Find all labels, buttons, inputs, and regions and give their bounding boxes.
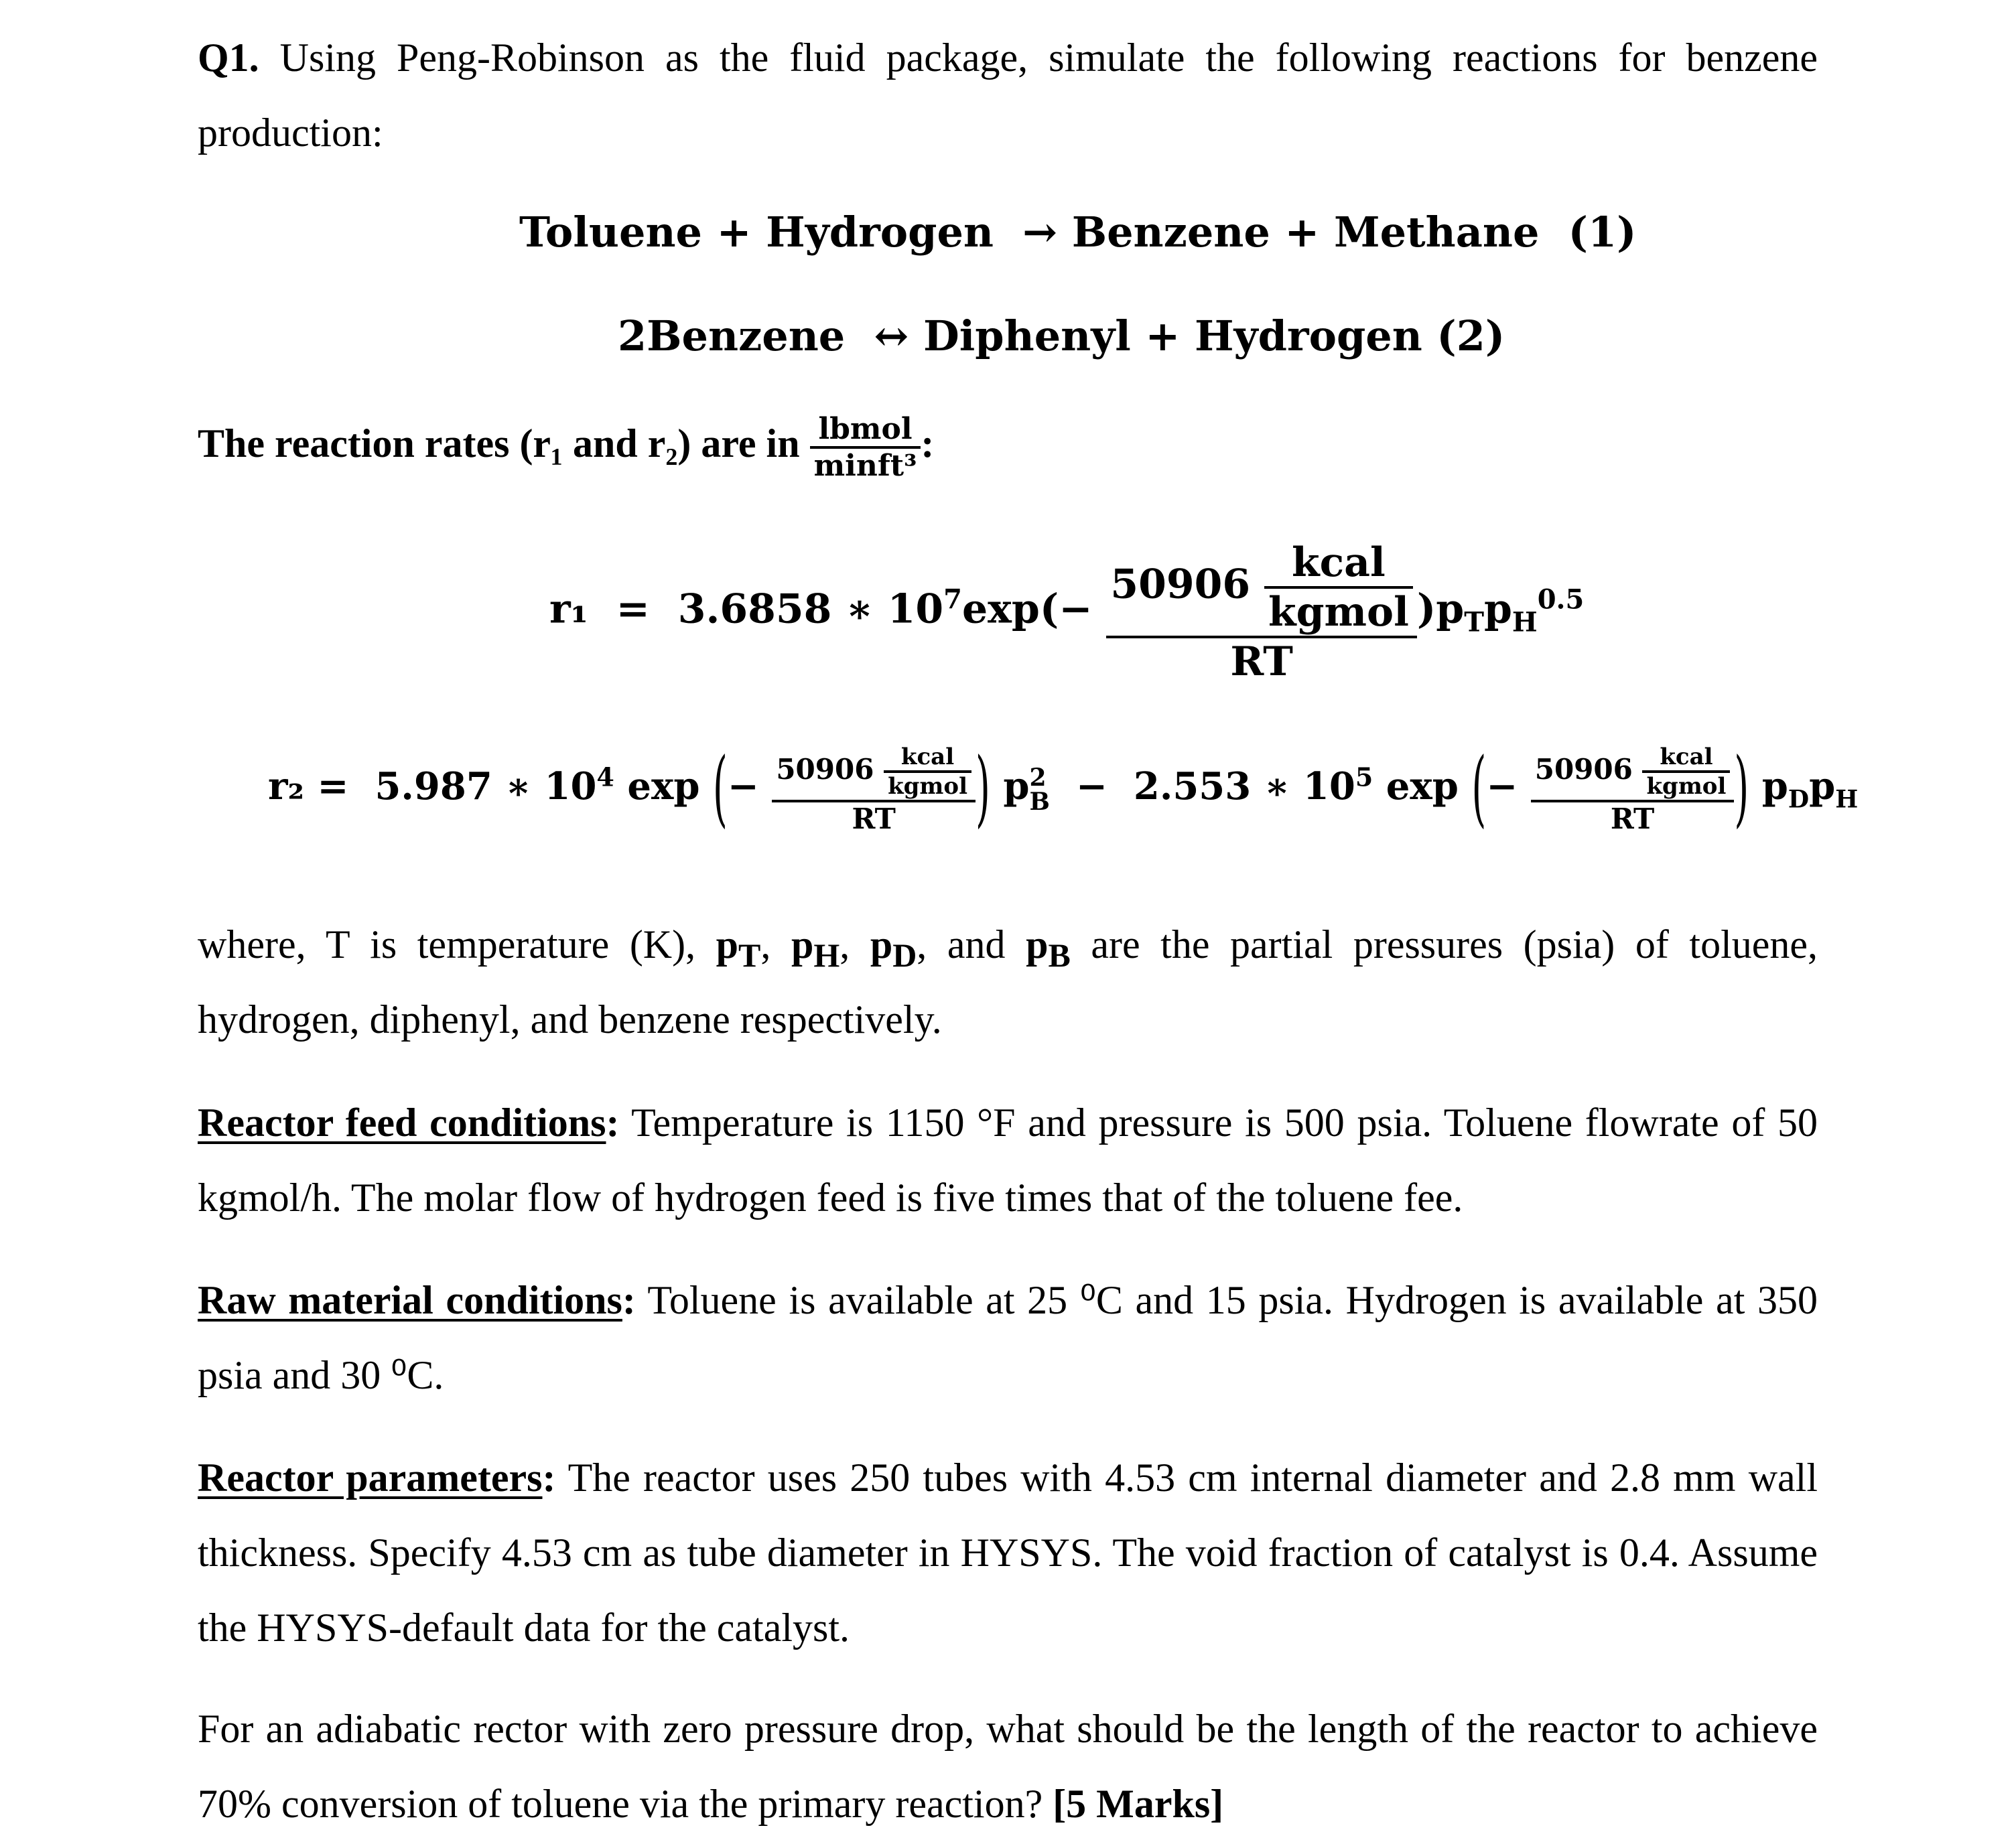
params-heading: Reactor parameters bbox=[198, 1456, 543, 1500]
eq2-unit-1-den: kgmol bbox=[884, 770, 971, 800]
reaction-2 bbox=[618, 311, 1505, 360]
eq2-lhs: r₂ bbox=[268, 764, 305, 809]
eq1-rt: RT bbox=[1106, 636, 1416, 685]
where-p-b: p bbox=[1026, 922, 1049, 967]
eq1-unit-den: kgmol bbox=[1264, 586, 1413, 636]
eq2-minus: − bbox=[1075, 764, 1107, 809]
eq1-p-t: p bbox=[1436, 585, 1465, 633]
reaction-2-reactant: 2Benzene bbox=[618, 311, 846, 360]
eq2-equals: = bbox=[317, 764, 349, 809]
eq2-neg-2: − bbox=[1486, 764, 1518, 809]
equation-r1 bbox=[549, 539, 1584, 685]
params-paragraph bbox=[198, 1440, 1818, 1665]
eq2-rparen-1: ) bbox=[975, 741, 990, 837]
where-paragraph bbox=[198, 907, 1818, 1057]
question-intro bbox=[198, 20, 1818, 170]
eq2-coefficient-2: 2.553 ∗ 10 bbox=[1133, 764, 1355, 809]
where-sep-2: , bbox=[839, 922, 870, 967]
raw-text: Toluene is available at 25 ⁰C and 15 psia. Hydrogen is available at 350 psia and 30 ⁰C. bbox=[198, 1278, 1818, 1397]
eq1-lhs: r₁ bbox=[549, 585, 588, 633]
eq2-exponent-2: 5 bbox=[1355, 762, 1373, 792]
eq2-coefficient-1: 5.987 ∗ 10 bbox=[375, 764, 597, 809]
eq2-p-h: p bbox=[1809, 764, 1836, 809]
rates-intro-text: The reaction rates (r₁ and r₂) are in bbox=[198, 421, 800, 466]
reaction-1-product-1: Benzene bbox=[1071, 208, 1270, 257]
reaction-2-plus: + bbox=[1145, 311, 1181, 360]
rates-intro bbox=[198, 412, 934, 483]
eq2-activation-2: 50906 bbox=[1534, 753, 1633, 786]
eq2-exp-func-2: exp bbox=[1386, 764, 1459, 809]
where-p-d-sub: D bbox=[892, 936, 917, 974]
eq2-sup-b: 2 bbox=[1029, 763, 1047, 792]
params-colon: : bbox=[542, 1456, 556, 1500]
eq2-p-d: p bbox=[1761, 764, 1788, 809]
eq2-lparen-2: ( bbox=[1471, 741, 1487, 837]
eq2-unit-2-den: kgmol bbox=[1642, 770, 1730, 800]
eq2-unit-1 bbox=[884, 743, 971, 800]
eq2-sub-h: H bbox=[1835, 785, 1859, 814]
eq1-unit bbox=[1264, 539, 1413, 636]
raw-heading: Raw material conditions bbox=[198, 1278, 622, 1322]
question-intro-text: Using Peng-Robinson as the fluid package, simulate the following reactions for benzene production: bbox=[198, 36, 1818, 155]
reaction-2-product-1: Diphenyl bbox=[923, 311, 1131, 360]
rates-intro-colon: : bbox=[921, 421, 935, 466]
eq2-sub-b: B bbox=[1029, 787, 1050, 816]
eq2-fraction-2-num bbox=[1531, 743, 1735, 800]
eq2-fraction-1 bbox=[772, 743, 976, 835]
rates-unit-num: lbmol bbox=[818, 412, 913, 446]
feed-text: Temperature is 1150 °F and pressure is 500 psia. Toluene flowrate of 50 kgmol/h. The molar flow of hydrogen feed is five times that of the toluene fee. bbox=[198, 1100, 1818, 1220]
raw-paragraph bbox=[198, 1263, 1818, 1413]
reaction-1 bbox=[519, 208, 1636, 257]
equation-r2 bbox=[268, 743, 1858, 835]
eq2-rt-2: RT bbox=[1531, 800, 1735, 835]
eq2-exp-func-1: exp bbox=[627, 764, 700, 809]
where-p-t-sub: T bbox=[738, 936, 761, 974]
where-sep-3: , and bbox=[917, 922, 1026, 967]
eq2-lparen-1: ( bbox=[713, 741, 728, 837]
eq2-exponent-1: 4 bbox=[596, 762, 614, 792]
final-marks: [5 Marks] bbox=[1053, 1782, 1224, 1826]
rates-unit bbox=[810, 412, 921, 483]
params-text: The reactor uses 250 tubes with 4.53 cm internal diameter and 2.8 mm wall thickness. Specify 4.53 cm as tube diameter in HYSYS. The void fraction of catalyst is 0.4. Assume the HYSYS-default data for the catalyst. bbox=[198, 1456, 1818, 1650]
reaction-2-arrow: ↔ bbox=[874, 311, 909, 360]
eq2-sub-d: D bbox=[1788, 785, 1810, 814]
eq2-rt-1: RT bbox=[772, 800, 976, 835]
eq1-equals: = bbox=[616, 585, 650, 633]
eq2-unit-1-num: kcal bbox=[900, 743, 955, 770]
eq2-fraction-2 bbox=[1531, 743, 1735, 835]
reaction-1-plus-2: + bbox=[1284, 208, 1320, 257]
eq1-sup-h: 0.5 bbox=[1537, 583, 1585, 616]
reaction-2-product-2: Hydrogen bbox=[1194, 311, 1422, 360]
reaction-2-number: (2) bbox=[1436, 311, 1505, 360]
where-text-a: where, T is temperature (K), bbox=[198, 922, 716, 967]
eq2-rparen-2: ) bbox=[1734, 741, 1749, 837]
eq1-close: ) bbox=[1416, 585, 1436, 633]
reaction-1-plus-1: + bbox=[716, 208, 752, 257]
eq1-fraction-num bbox=[1106, 539, 1416, 636]
reaction-1-product-2: Methane bbox=[1333, 208, 1540, 257]
eq1-exponent: 7 bbox=[943, 583, 962, 616]
where-text-b: are the partial pressures (psia) of toluene, hydrogen, diphenyl, and benzene respectively. bbox=[198, 922, 1818, 1042]
where-p-d: p bbox=[870, 922, 893, 967]
eq2-fraction-1-num bbox=[772, 743, 976, 800]
eq1-activation: 50906 bbox=[1110, 561, 1251, 608]
eq2-activation-1: 50906 bbox=[776, 753, 874, 786]
eq2-unit-2-num: kcal bbox=[1660, 743, 1713, 770]
reaction-1-arrow: → bbox=[1022, 208, 1058, 257]
eq1-coefficient: 3.6858 ∗ 10 bbox=[677, 585, 944, 633]
final-paragraph bbox=[198, 1691, 1818, 1841]
eq1-exp-func: exp(− bbox=[961, 585, 1093, 633]
question-label: Q1. bbox=[198, 36, 259, 80]
eq1-p-h: p bbox=[1483, 585, 1512, 633]
eq1-unit-num: kcal bbox=[1292, 539, 1386, 586]
where-p-h: p bbox=[791, 922, 814, 967]
reaction-1-number: (1) bbox=[1568, 208, 1637, 257]
final-text: For an adiabatic rector with zero pressure drop, what should be the length of the reactor to achieve 70% conversion of toluene via the primary reaction? bbox=[198, 1707, 1818, 1826]
rates-unit-den: minft³ bbox=[810, 446, 921, 483]
reaction-1-reactant-1: Toluene bbox=[519, 208, 702, 257]
where-p-t: p bbox=[716, 922, 739, 967]
eq1-sub-h: H bbox=[1511, 606, 1538, 638]
where-sep-1: , bbox=[760, 922, 791, 967]
eq1-fraction bbox=[1106, 539, 1416, 685]
where-p-b-sub: B bbox=[1048, 936, 1071, 974]
eq2-unit-2 bbox=[1642, 743, 1730, 800]
eq2-neg-1: − bbox=[727, 764, 759, 809]
eq2-p-b: p bbox=[1003, 764, 1030, 809]
feed-colon: : bbox=[606, 1100, 620, 1145]
eq1-sub-t: T bbox=[1464, 606, 1484, 638]
where-p-h-sub: H bbox=[813, 936, 840, 974]
feed-paragraph bbox=[198, 1085, 1818, 1235]
reaction-1-reactant-2: Hydrogen bbox=[766, 208, 994, 257]
raw-colon: : bbox=[622, 1278, 636, 1322]
feed-heading: Reactor feed conditions bbox=[198, 1100, 606, 1145]
